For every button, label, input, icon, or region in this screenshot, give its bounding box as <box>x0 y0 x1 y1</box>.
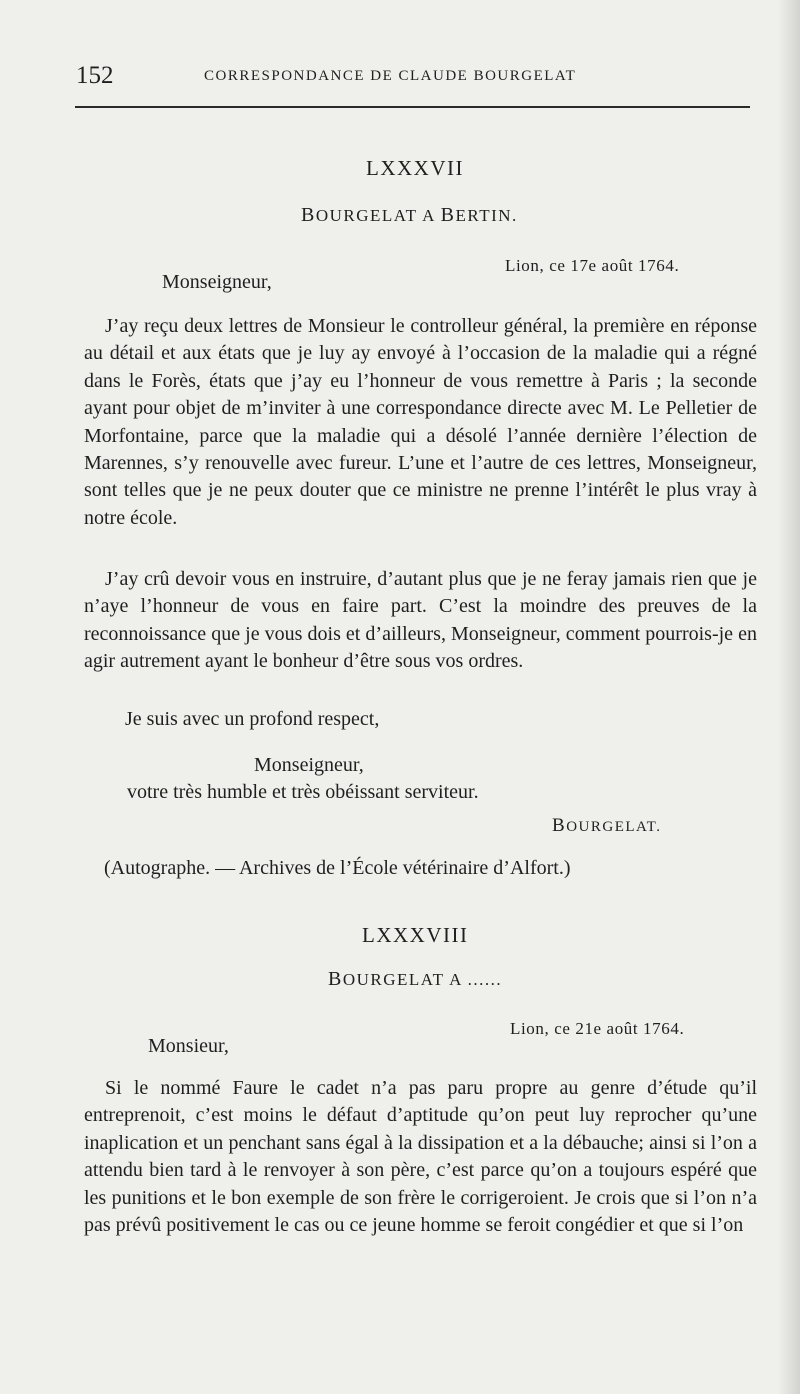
header-rule <box>75 106 750 108</box>
closing-salutation: Monseigneur, <box>254 754 364 776</box>
letter-address: BOURGELAT A BERTIN. <box>301 204 518 226</box>
dateline: Lion, ce 17e août 1764. <box>505 256 680 275</box>
paragraph: J’ay crû devoir vous en instruire, d’autant plus que je ne feray jamais rien que je n’aye l’honneur de vous en faire part. C’est la moindre des preuves de la reconnoissance que je vous dois et d’ailleurs, Monseigneur, comment pourrois-je en agir autrement ayant le bonheur d’être sous vos ordres. <box>84 568 757 673</box>
signature: BOURGELAT. <box>552 815 662 836</box>
letter-number: LXXXVII <box>366 156 464 180</box>
letter-number: LXXXVIII <box>362 923 469 947</box>
closing-formula: votre très humble et très obéissant serviteur. <box>127 781 479 803</box>
paragraph: J’ay reçu deux lettres de Monsieur le controlleur général, la première en réponse au détail et aux états que je luy ay envoyé à l’occasion de la maladie qui a régné dans le Forès, états que j’ay eu l’honneur de vous remettre à Paris ; la seconde ayant pour objet de m’inviter à une correspondance directe avec M. Le Pelletier de Morfontaine, parce que la maladie qui a désolé l’année dernière l’élection de Marennes, s’y renouvelle avec fureur. L’une et l’autre de ces lettres, Monseigneur, sont telles que je ne peux douter que ce ministre ne prenne l’intérêt le plus vray à notre école. <box>84 315 757 529</box>
closing-line: Je suis avec un profond respect, <box>125 708 380 730</box>
source-note: (Autographe. — Archives de l’École vétérinaire d’Alfort.) <box>104 857 571 879</box>
page-number: 152 <box>76 62 114 89</box>
running-title: CORRESPONDANCE DE CLAUDE BOURGELAT <box>204 68 577 84</box>
salutation: Monsieur, <box>148 1035 229 1057</box>
page-header <box>76 62 748 92</box>
dateline: Lion, ce 21e août 1764. <box>510 1019 685 1038</box>
salutation: Monseigneur, <box>162 271 272 293</box>
paragraph: Si le nommé Faure le cadet n’a pas paru propre au genre d’étude qu’il entreprenoit, c’est moins le défaut d’aptitude qu’on peut luy reprocher qu’une inaplication et un penchant sans égal à la dissipation et a la débauche; ainsi si l’on a attendu bien tard à le renvoyer à son père, c’est parce qu’on a toujours espéré que les punitions et le bon exemple de son frère le corrigeroient. Je crois que si l’on n’a pas prévû positivement le cas ou ce jeune homme se feroit congédier et que si l’on <box>84 1077 757 1237</box>
letter-address: BOURGELAT A ...... <box>328 968 503 990</box>
